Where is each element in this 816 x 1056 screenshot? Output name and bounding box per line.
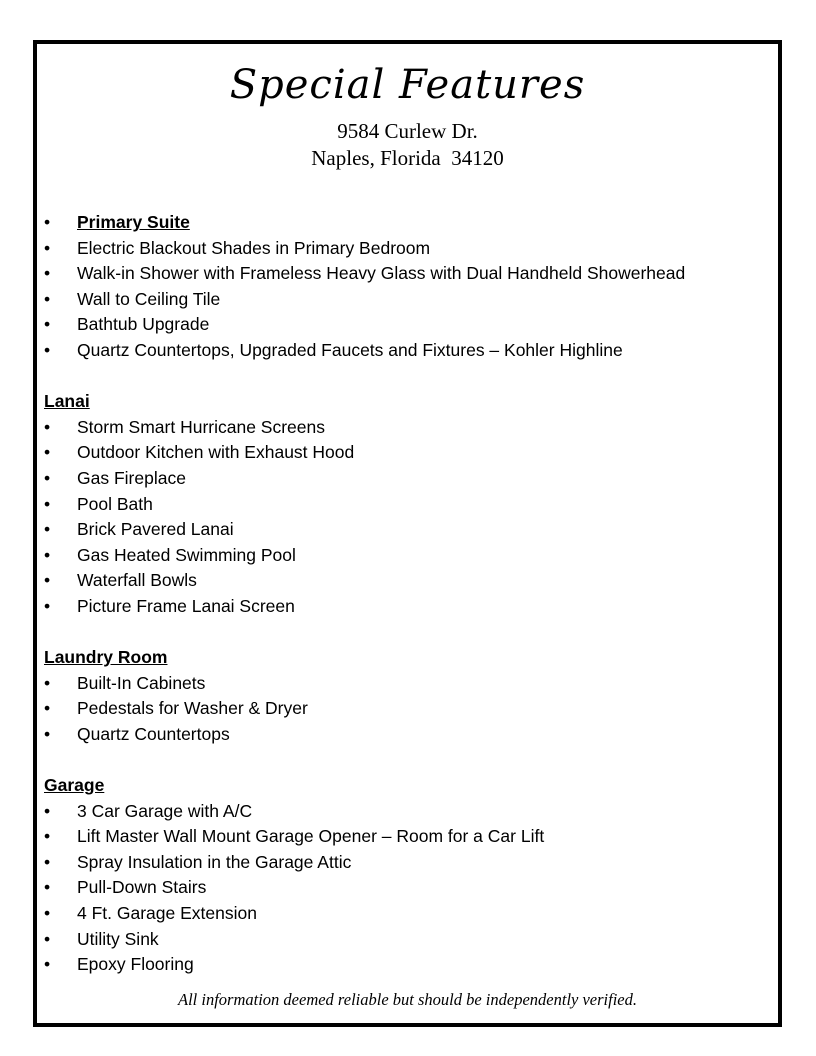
list-item-text: Bathtub Upgrade <box>77 314 210 335</box>
list-item <box>44 287 769 313</box>
list-item <box>44 799 769 825</box>
bullet: • <box>44 519 51 540</box>
list-item <box>44 594 769 620</box>
list-item-text: Wall to Ceiling Tile <box>77 288 221 309</box>
bullet: • <box>44 314 51 335</box>
disclaimer-footer: All information deemed reliable but should be independently verified. <box>178 990 637 1009</box>
list-item <box>44 824 769 850</box>
list-item <box>44 671 769 697</box>
list-item-text: Built-In Cabinets <box>77 672 206 693</box>
features-list <box>44 210 769 978</box>
list-item <box>44 901 769 927</box>
list-item-text: Storm Smart Hurricane Screens <box>77 416 325 437</box>
list-item-text: Gas Fireplace <box>77 467 186 488</box>
bullet: • <box>44 877 51 898</box>
list-item-text: Gas Heated Swimming Pool <box>77 544 296 565</box>
list-item-text: Quartz Countertops <box>77 723 230 744</box>
section-heading-garage <box>44 773 769 799</box>
list-item <box>44 850 769 876</box>
list-item-text: Outdoor Kitchen with Exhaust Hood <box>77 442 355 463</box>
section-spacer <box>44 747 769 773</box>
list-item <box>44 440 769 466</box>
section-heading-lanai <box>44 389 769 415</box>
bullet: • <box>44 903 51 924</box>
bullet: • <box>44 442 51 463</box>
address-city: Naples, Florida 34120 <box>311 146 504 170</box>
bullet: • <box>44 544 51 565</box>
bullet: • <box>44 493 51 514</box>
bullet: • <box>44 954 51 975</box>
list-item <box>44 696 769 722</box>
list-item-text: Epoxy Flooring <box>77 954 194 975</box>
list-item <box>44 492 769 518</box>
list-item <box>44 517 769 543</box>
section-heading-laundry-room <box>44 645 769 671</box>
list-item <box>44 338 769 364</box>
list-item-text: Utility Sink <box>77 928 159 949</box>
list-item-text: Waterfall Bowls <box>77 570 197 591</box>
bullet: • <box>44 288 51 309</box>
bullet: • <box>44 928 51 949</box>
list-item-text: Quartz Countertops, Upgraded Faucets and Fixtures – Kohler Highline <box>77 339 623 360</box>
bullet: • <box>44 416 51 437</box>
list-item-text: Picture Frame Lanai Screen <box>77 595 295 616</box>
list-item-text: 4 Ft. Garage Extension <box>77 903 257 924</box>
bullet: • <box>44 570 51 591</box>
page-title: Special Features <box>229 62 586 108</box>
list-item-text: Electric Blackout Shades in Primary Bedroom <box>77 237 431 258</box>
list-item <box>44 261 769 287</box>
section-heading-label: Garage <box>44 775 105 796</box>
bullet: • <box>44 212 51 232</box>
list-item-text: Pedestals for Washer & Dryer <box>77 698 308 719</box>
bullet: • <box>44 800 51 821</box>
list-item <box>44 466 769 492</box>
list-item-text: Brick Pavered Lanai <box>77 519 234 540</box>
section-spacer <box>44 364 769 390</box>
list-item-text: Pool Bath <box>77 493 153 514</box>
document-frame <box>33 40 782 1027</box>
section-heading-label: Laundry Room <box>44 647 168 668</box>
bullet: • <box>44 237 51 258</box>
bullet: • <box>44 595 51 616</box>
bullet: • <box>44 467 51 488</box>
list-item-text: Pull-Down Stairs <box>77 877 207 898</box>
list-item-text: 3 Car Garage with A/C <box>77 800 253 821</box>
list-item <box>44 722 769 748</box>
bullet: • <box>44 263 51 284</box>
list-item <box>44 927 769 953</box>
list-item <box>44 236 769 262</box>
list-item <box>44 568 769 594</box>
list-item <box>44 952 769 978</box>
section-heading-label: Primary Suite <box>77 212 190 232</box>
list-item-text: Lift Master Wall Mount Garage Opener – Room for a Car Lift <box>77 826 545 847</box>
list-item <box>44 875 769 901</box>
property-address <box>37 118 778 172</box>
section-heading-label: Lanai <box>44 391 90 412</box>
list-item-text: Spray Insulation in the Garage Attic <box>77 851 352 872</box>
bullet: • <box>44 851 51 872</box>
list-item <box>44 312 769 338</box>
list-item <box>44 543 769 569</box>
section-spacer <box>44 620 769 646</box>
bullet: • <box>44 723 51 744</box>
list-item-text: Walk-in Shower with Frameless Heavy Glass with Dual Handheld Showerhead <box>77 263 686 284</box>
bullet: • <box>44 672 51 693</box>
bullet: • <box>44 339 51 360</box>
section-heading-primary-suite <box>44 210 769 236</box>
bullet: • <box>44 826 51 847</box>
list-item <box>44 415 769 441</box>
address-street: 9584 Curlew Dr. <box>337 119 478 143</box>
bullet: • <box>44 698 51 719</box>
